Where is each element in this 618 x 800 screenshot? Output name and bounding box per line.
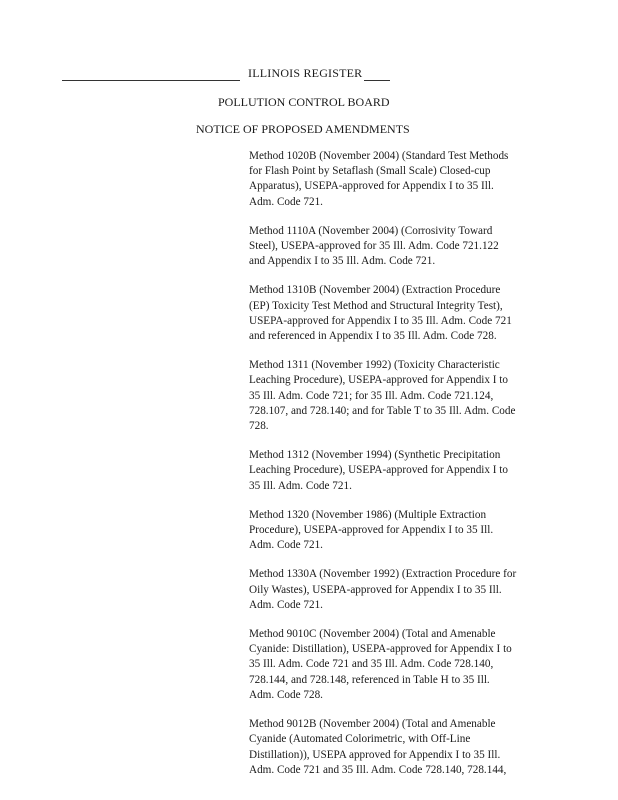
method-entry-1310b: Method 1310B (November 2004) (Extraction Procedure (EP) Toxicity Test Method and Structural Integrity Test), USEPA-approved for Appendix I to 35 Ill. Adm. Code 721 and referenced in Appendix I to 35 Ill. Adm. Code 728. <box>249 284 512 343</box>
header-rule-right <box>364 80 390 81</box>
register-title: ILLINOIS REGISTER <box>248 66 363 80</box>
header-rule-left <box>62 80 240 81</box>
notice-heading: NOTICE OF PROPOSED AMENDMENTS <box>196 122 410 136</box>
method-entry-1020b: Method 1020B (November 2004) (Standard Test Methods for Flash Point by Setaflash (Small Scale) Closed-cup Apparatus), USEPA-approved for Appendix I to 35 Ill. Adm. Code 721. <box>249 150 509 208</box>
method-list <box>249 149 543 792</box>
method-entry-1110a: Method 1110A (November 2004) (Corrosivity Toward Steel), USEPA-approved for 35 Ill. Adm. Code 721.122 and Appendix I to 35 Ill. Adm. Code 721. <box>249 224 499 268</box>
method-entry-1312: Method 1312 (November 1994) (Synthetic Precipitation Leaching Procedure), USEPA-approved for Appendix I to 35 Ill. Adm. Code 721. <box>249 449 509 492</box>
method-entry-1330a: Method 1330A (November 1992) (Extraction Procedure for Oily Wastes), USEPA-approved for Appendix I to 35 Ill. Adm. Code 721. <box>249 568 517 611</box>
method-entry-1311: Method 1311 (November 1992) (Toxicity Characteristic Leaching Procedure), USEPA-approved for Appendix I to 35 Ill. Adm. Code 721; for 35 Ill. Adm. Code 721.124, 728.107, and 728.140; and for Table T to 35 Ill. Adm. Code 728. <box>249 359 516 433</box>
method-entry-1320: Method 1320 (November 1986) (Multiple Extraction Procedure), USEPA-approved for Appendix I to 35 Ill. Adm. Code 721. <box>249 508 494 552</box>
method-entry-9012b: Method 9012B (November 2004) (Total and Amenable Cyanide (Automated Colorimetric, with Off-Line Distillation)), USEPA approved for Appendix I to 35 Ill. Adm. Code 721 and 35 Ill. Adm. Code 728.140, 728.144, <box>249 718 507 776</box>
method-entry-9010c: Method 9010C (November 2004) (Total and Amenable Cyanide: Distillation), USEPA-approved for Appendix I to 35 Ill. Adm. Code 721 and 35 Ill. Adm. Code 728.140, 728.144, and 728.148, referenced in Table H to 35 Ill. Adm. Code 728. <box>249 628 512 701</box>
board-name: POLLUTION CONTROL BOARD <box>218 95 390 109</box>
